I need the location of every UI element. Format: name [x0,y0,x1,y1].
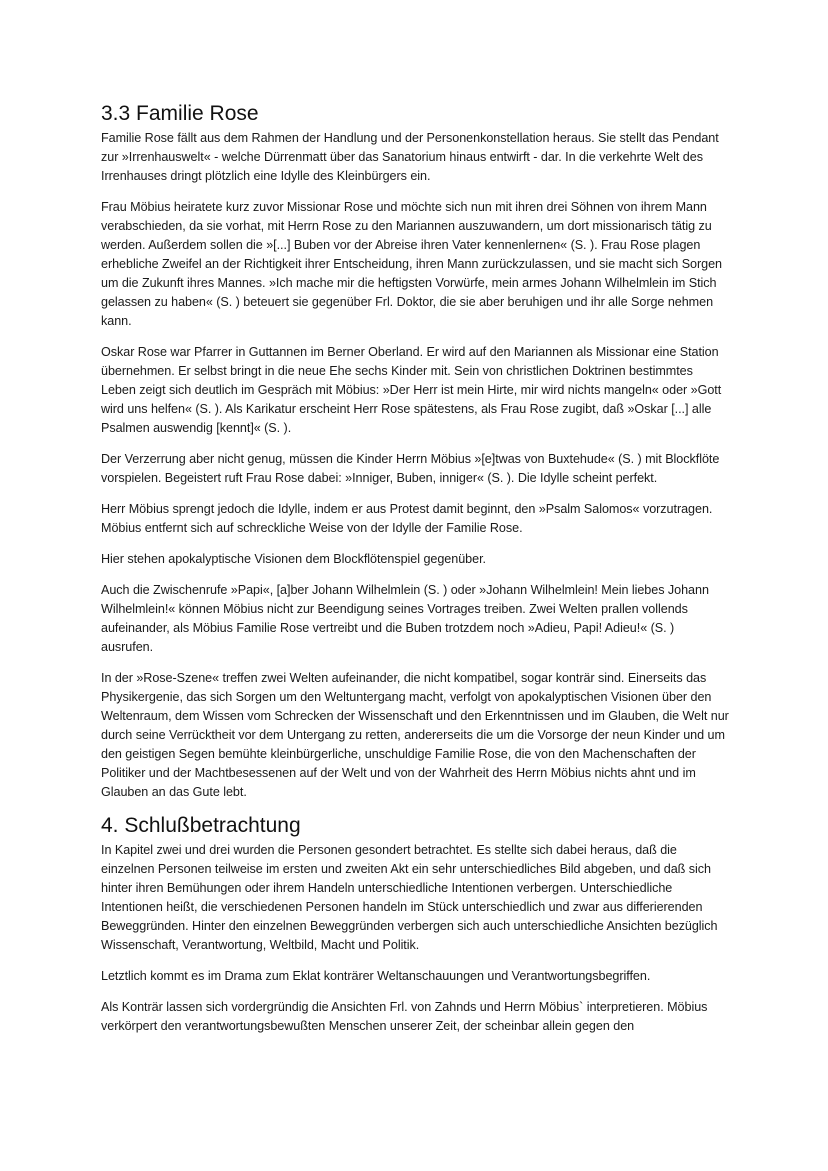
paragraph: Als Konträr lassen sich vordergründig die Ansichten Frl. von Zahnds und Herrn Möbius` interpretieren. Möbius verkörpert den verantwortungsbewußten Menschen unserer Zeit, der scheinbar allein gegen den [101,1000,708,1033]
paragraph: Herr Möbius sprengt jedoch die Idylle, indem er aus Protest damit beginnt, den »Psalm Salomos« vorzutragen. Möbius entfernt sich auf schreckliche Weise von der Idylle der Familie Rose. [101,502,713,535]
section-heading-schlussbetrachtung: 4. Schlußbetrachtung [101,814,301,837]
paragraph: Frau Möbius heiratete kurz zuvor Missionar Rose und möchte sich nun mit ihren drei Söhnen von ihrem Mann verabschieden, da sie vorhat, mit Herrn Rose zu den Mariannen auszuwandern, um dort missionarisch tätig zu werden. Außerdem sollen die »[...] Buben vor der Abreise ihren Vater kennenlernen« (S. ). Frau Rose plagen erhebliche Zweifel an der Richtigkeit ihrer Entscheidung, ihren Mann zurückzulassen, und sie macht sich Sorgen um die Zukunft ihres Mannes. »Ich mache mir die heftigsten Vorwürfe, mein armes Johann Wilhelmlein im Stich gelassen zu haben« (S. ) beteuert sie gegenüber Frl. Doktor, die sie aber beruhigen und ihr alle Sorge nehmen kann. [101,200,723,328]
paragraph: Letztlich kommt es im Drama zum Eklat konträrer Weltanschauungen und Verantwortungsbegriffen. [101,969,651,983]
paragraph: In der »Rose-Szene« treffen zwei Welten aufeinander, die nicht kompatibel, sogar konträr sind. Einerseits das Physikergenie, das sich Sorgen um den Weltuntergang macht, verfolgt von apokalyptischen Visionen über den Weltenraum, dem Wissen vom Schrecken der Wissenschaft und den Erkenntnissen und im Glauben, die Welt nur durch seine Verrücktheit vor dem Untergang zu retten, andererseits die um die Vorsorge der neun Kinder und um den geistigen Segen bemühte kleinbürgerliche, unschuldige Familie Rose, die von den Machenschaften der Politiker und der Machtbesessenen auf der Welt und von der Wahrheit des Herrn Möbius nichts ahnt und im Glauben an das Gute lebt. [101,671,729,799]
paragraph: Familie Rose fällt aus dem Rahmen der Handlung und der Personenkonstellation heraus. Sie stellt das Pendant zur »Irrenhauswelt« - welche Dürrenmatt über das Sanatorium hinaus entwirft - dar. In die verkehrte Welt des Irrenhauses dringt plötzlich eine Idylle des Kleinbürgers ein. [101,131,719,183]
paragraph: Oskar Rose war Pfarrer in Guttannen im Berner Oberland. Er wird auf den Mariannen als Missionar eine Station übernehmen. Er selbst bringt in die neue Ehe sechs Kinder mit. Sein von christlichen Doktrinen bestimmtes Leben zeigt sich deutlich im Gespräch mit Möbius: »Der Herr ist mein Hirte, mir wird nichts mangeln« oder »Gott wird uns helfen« (S. ). Als Karikatur erscheint Herr Rose spätestens, als Frau Rose zugibt, daß »Oskar [...] alle Psalmen auswendig [kennt]« (S. ). [101,345,722,435]
paragraph: Hier stehen apokalyptische Visionen dem Blockflötenspiel gegenüber. [101,552,486,566]
paragraph: Auch die Zwischenrufe »Papi«, [a]ber Johann Wilhelmlein (S. ) oder »Johann Wilhelmlein! Mein liebes Johann Wilhelmlein!« können Möbius nicht zur Beendigung seines Vortrages treiben. Zwei Welten prallen vollends aufeinander, als Möbius Familie Rose vertreibt und die Buben trotzdem noch »Adieu, Papi! Adieu!« (S. ) ausrufen. [101,583,709,654]
document-page [101,102,729,1048]
paragraph: In Kapitel zwei und drei wurden die Personen gesondert betrachtet. Es stellte sich dabei heraus, daß die einzelnen Personen teilweise im ersten und zweiten Akt ein sehr unterschiedliches Bild abgeben, und daß sich hinter ihren Bemühungen oder ihrem Handeln unterschiedliche Intentionen verbergen. Unterschiedliche Intentionen heißt, die verschiedenen Personen handeln im Stück unterschiedlich und zwar aus differierenden Beweggründen. Hinter den einzelnen Beweggründen verbergen sich auch unterschiedliche Ansichten bezüglich Wissenschaft, Verantwortung, Weltbild, Macht und Politik. [101,843,718,952]
paragraph: Der Verzerrung aber nicht genug, müssen die Kinder Herrn Möbius »[e]twas von Buxtehude« (S. ) mit Blockflöte vorspielen. Begeistert ruft Frau Rose dabei: »Inniger, Buben, inniger« (S. ). Die Idylle scheint perfekt. [101,452,720,485]
section-heading-familie-rose: 3.3 Familie Rose [101,102,259,125]
